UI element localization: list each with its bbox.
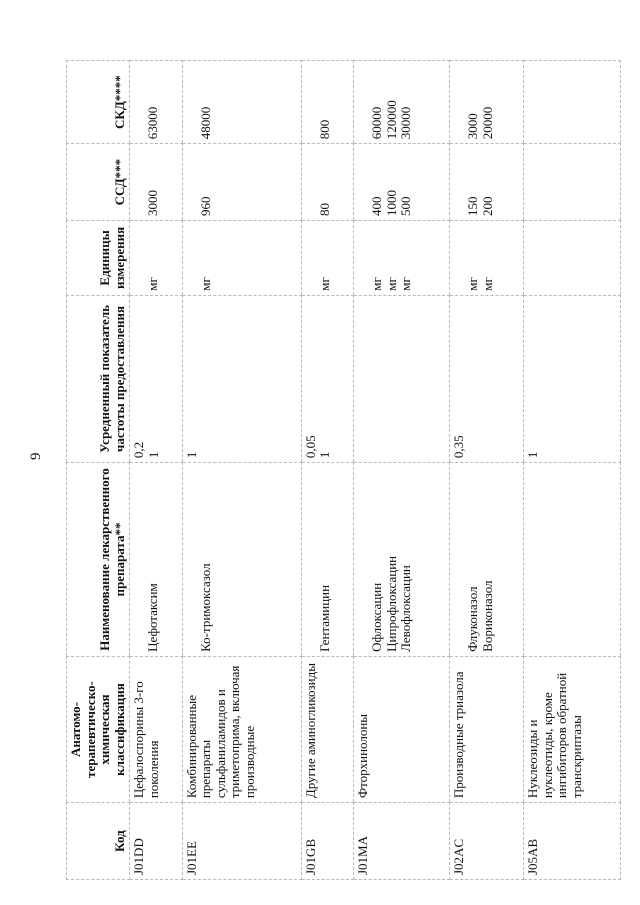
header-ssd: ССД***	[67, 144, 130, 221]
drug-name-text: Ко-тримоксазол	[197, 563, 213, 652]
cell-atc	[524, 656, 621, 802]
cell-ssd	[450, 144, 524, 221]
cell-skd	[450, 61, 524, 144]
skd-text: 800	[316, 119, 332, 140]
skd-text: 120000	[383, 100, 399, 140]
table-body	[130, 61, 621, 880]
unit-text: мг	[398, 277, 414, 291]
unit-text: мг	[316, 277, 332, 291]
ssd-text: 400	[369, 196, 385, 217]
cell-skd	[130, 61, 182, 144]
unit-text: мг	[479, 277, 495, 291]
unit-text: мг	[145, 277, 161, 291]
cell-drug-name	[524, 463, 621, 657]
skd-text: 60000	[369, 106, 385, 140]
cell-ssd	[354, 144, 450, 221]
cell-atc	[354, 656, 450, 802]
atc-text: Нуклеозиды и нуклеотиды, кроме ингибиторов обратной транскриптазы	[525, 672, 584, 799]
skd-text: 48000	[197, 106, 213, 140]
group-frequency-text: 0,05	[302, 435, 318, 459]
cell-code	[450, 803, 524, 880]
drug-name-text: Офлоксацин	[369, 582, 385, 652]
cell-unit	[130, 221, 182, 296]
ssd-text: 150	[465, 196, 481, 217]
drug-frequency-text: 1	[183, 451, 199, 459]
page-number: 9	[28, 452, 44, 460]
cell-frequency	[130, 295, 182, 462]
ssd-text: 1000	[383, 190, 399, 217]
drug-table-container	[66, 60, 621, 880]
drug-table	[66, 60, 621, 880]
cell-code	[301, 803, 353, 880]
code-text: J05AB	[525, 838, 540, 875]
skd-text: 30000	[398, 106, 414, 140]
cell-unit	[182, 221, 301, 296]
cell-skd	[354, 61, 450, 144]
cell-frequency	[182, 295, 301, 462]
drug-name-text: Вориконазол	[479, 580, 495, 652]
skd-text: 3000	[465, 113, 481, 140]
cell-frequency	[354, 295, 450, 462]
cell-frequency	[524, 295, 621, 462]
cell-code	[524, 803, 621, 880]
cell-atc	[301, 656, 353, 802]
group-frequency-text: 0,35	[451, 435, 467, 459]
cell-ssd	[130, 144, 182, 221]
cell-drug-name	[450, 463, 524, 657]
atc-text: Комбинированные препараты сульфаниламидов и триметоприма, включая производные	[183, 665, 257, 799]
cell-drug-name	[354, 463, 450, 657]
cell-atc	[450, 656, 524, 802]
code-text: J01DD	[131, 838, 147, 875]
skd-text: 20000	[479, 106, 495, 140]
drug-frequency-text: 1	[317, 451, 333, 459]
drug-name-text: Гентамицин	[316, 584, 332, 652]
atc-text: Другие аминогликозиды	[302, 663, 318, 799]
group-frequency-text: 0,2	[131, 441, 147, 459]
cell-skd	[524, 61, 621, 144]
cell-ssd	[301, 144, 353, 221]
ssd-text: 3000	[145, 190, 161, 217]
cell-frequency	[450, 295, 524, 462]
atc-text: Цефалоспорины 3-го поколения	[131, 681, 161, 799]
ssd-text: 500	[398, 196, 414, 217]
drug-name-text: Цефотаксим	[145, 583, 161, 652]
drug-name-text: Флуконазол	[465, 586, 481, 652]
unit-text: мг	[197, 277, 213, 291]
table-header-row	[67, 61, 130, 880]
code-text: J02AC	[451, 838, 467, 875]
cell-unit	[301, 221, 353, 296]
cell-skd	[182, 61, 301, 144]
cell-drug-name	[301, 463, 353, 657]
cell-atc	[130, 656, 182, 802]
drug-name-text: Ципрофлоксацин	[383, 555, 399, 652]
table-row	[301, 61, 353, 880]
cell-unit	[450, 221, 524, 296]
cell-ssd	[524, 144, 621, 221]
ssd-text: 200	[479, 196, 495, 217]
cell-skd	[301, 61, 353, 144]
drug-frequency-text: 1	[145, 451, 161, 459]
unit-text: мг	[465, 277, 481, 291]
drug-frequency-text: 1	[525, 451, 540, 459]
cell-ssd	[182, 144, 301, 221]
header-atc: Анатомо-терапевтическо-химическая классификация	[67, 656, 130, 802]
table-row	[182, 61, 301, 880]
cell-frequency	[301, 295, 353, 462]
table-row	[450, 61, 524, 880]
code-text: J01GB	[302, 838, 318, 875]
cell-atc	[182, 656, 301, 802]
cell-code	[182, 803, 301, 880]
unit-text: мг	[369, 277, 385, 291]
code-text: J01MA	[355, 835, 371, 875]
header-frequency: Усредненный показатель частоты предоставления	[67, 295, 130, 462]
header-skd: СКД****	[67, 61, 130, 144]
cell-drug-name	[182, 463, 301, 657]
atc-text: Производные триазола	[451, 671, 467, 799]
skd-text: 63000	[145, 106, 161, 140]
unit-text: мг	[383, 277, 399, 291]
cell-drug-name	[130, 463, 182, 657]
header-unit: Единицы измерения	[67, 221, 130, 296]
table-row	[130, 61, 182, 880]
cell-unit	[354, 221, 450, 296]
drug-name-text: Левофлоксацин	[398, 565, 414, 652]
code-text: J01EE	[183, 841, 199, 875]
table-row	[524, 61, 621, 880]
cell-unit	[524, 221, 621, 296]
cell-code	[130, 803, 182, 880]
ssd-text: 80	[316, 203, 332, 217]
header-drug-name: Наименование лекарственного препарата**	[67, 463, 130, 657]
atc-text: Фторхинолоны	[355, 713, 371, 799]
table-row	[354, 61, 450, 880]
header-code: Код	[67, 803, 130, 880]
cell-code	[354, 803, 450, 880]
ssd-text: 960	[197, 196, 213, 217]
